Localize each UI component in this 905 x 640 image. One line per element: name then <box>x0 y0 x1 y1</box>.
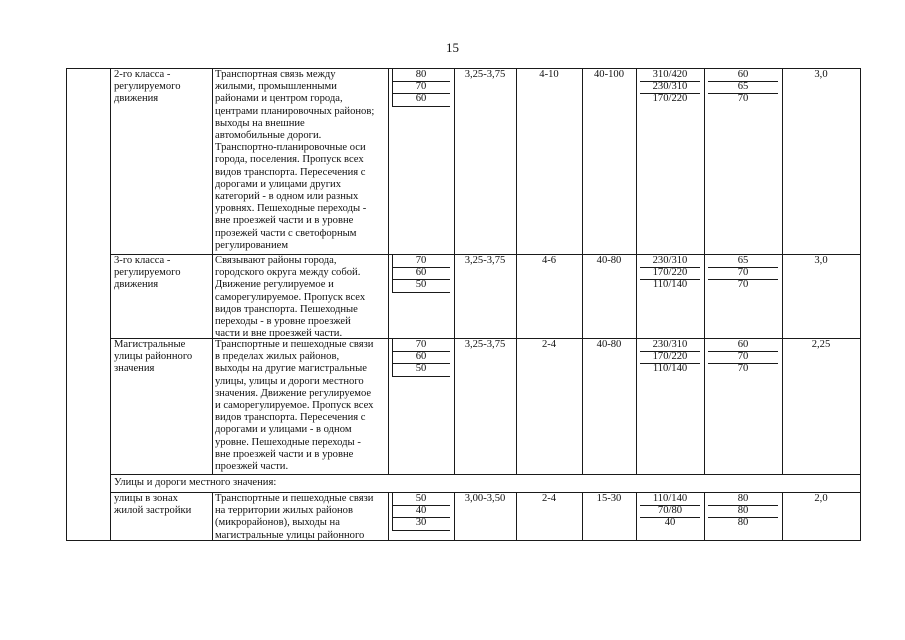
lane-count-value: 2-4 <box>541 339 557 350</box>
street-width-value: 40-80 <box>596 255 622 266</box>
row-description-line: магистральные улицы районного <box>215 529 365 541</box>
street-width-value: 40-100 <box>593 69 624 80</box>
curve-radius-value: 230/310 <box>652 81 688 93</box>
column-rule <box>636 492 637 540</box>
row-name-line: 2-го класса - <box>114 69 171 80</box>
row-description-line: вне проезжей части и в уровне <box>215 215 354 227</box>
slope-value: 70 <box>737 267 749 279</box>
row-name-line: улицы районного <box>114 351 193 363</box>
row-name-line: улицы в зонах <box>114 493 178 504</box>
column-rule <box>110 68 111 540</box>
slope-value: 70 <box>737 279 749 291</box>
row-description-line: центрами планировочных районов; <box>215 105 375 117</box>
row-description-line: видов транспорта. Пересечения с <box>215 412 366 424</box>
row-rule <box>110 474 860 475</box>
speed-cell-rule <box>392 530 450 531</box>
row-name-line: жилой застройки <box>114 505 192 517</box>
table-border-bottom <box>66 540 860 541</box>
row-description-line: вне проезжей части и в уровне <box>215 448 354 460</box>
row-description-line: видов транспорта. Пешеходные <box>215 303 358 315</box>
row-description-line: Транспортные и пешеходные связи <box>215 493 374 504</box>
row-name-line: регулируемого <box>114 267 181 279</box>
slope-value: 70 <box>737 363 749 375</box>
row-description-line: видов транспорта. Пересечения с <box>215 166 366 178</box>
row-description-line: части и вне проезжей части. <box>215 328 343 340</box>
speed-cell-rule <box>392 69 393 106</box>
row-description-line: Движение регулируемое и <box>215 279 334 291</box>
row-description-line: и саморегулируемое. Пропуск всех <box>215 400 374 411</box>
slope-value: 80 <box>737 517 749 529</box>
row-name-line: движения <box>114 279 159 291</box>
row-name-line: значения <box>114 363 155 375</box>
design-speed-value: 70 <box>415 339 427 350</box>
row-description-line: автомобильные дороги. <box>215 130 322 141</box>
lane-width-value: 3,25-3,75 <box>464 255 506 266</box>
slope-value: 60 <box>737 339 749 350</box>
row-description-line: Транспортная связь между <box>215 69 336 80</box>
slope-value: 70 <box>737 93 749 105</box>
design-speed-value: 40 <box>415 505 427 517</box>
table-border-left <box>66 68 67 540</box>
row-description-line: выходы на внешние <box>215 117 305 129</box>
row-name-line: движения <box>114 93 159 105</box>
row-description-line: Транспортные и пешеходные связи <box>215 339 374 350</box>
column-rule <box>636 68 637 474</box>
street-width-value: 40-80 <box>596 339 622 350</box>
curve-radius-value: 110/140 <box>652 279 688 291</box>
curve-radius-value: 40 <box>664 517 676 529</box>
speed-cell-rule <box>392 376 450 377</box>
row-description-line: жилыми, промышленными <box>215 81 337 93</box>
row-description-line: районами и центром города, <box>215 93 343 105</box>
row-name-line: регулируемого <box>114 81 181 93</box>
slope-value: 65 <box>737 255 749 266</box>
curve-radius-value: 230/310 <box>652 339 688 350</box>
row-description-line: значения. Движение регулируемое <box>215 387 372 399</box>
road-parameters-table <box>66 68 860 540</box>
sidewalk-width-value: 2,0 <box>814 493 828 504</box>
speed-cell-rule <box>392 493 393 530</box>
sidewalk-width-value: 3,0 <box>814 69 828 80</box>
column-rule <box>516 68 517 474</box>
page-number: 15 <box>446 40 459 55</box>
row-description-line: переходы - в уровне проезжей <box>215 316 351 327</box>
column-rule <box>704 68 705 474</box>
row-description-line: дорогами и улицами других <box>215 178 342 190</box>
slope-value: 60 <box>737 69 749 80</box>
lane-count-value: 4-6 <box>541 255 557 266</box>
column-rule <box>388 68 389 474</box>
lane-count-value: 2-4 <box>541 493 557 504</box>
curve-radius-value: 110/140 <box>652 363 688 375</box>
speed-cell-rule <box>392 255 393 292</box>
row-description-line: города, поселения. Пропуск всех <box>215 154 364 166</box>
speed-cell-rule <box>392 339 393 376</box>
slope-value: 80 <box>737 505 749 517</box>
row-name-line: Магистральные <box>114 339 186 350</box>
lane-width-value: 3,25-3,75 <box>464 69 506 80</box>
row-description-line: прозежей части с светофорным <box>215 227 357 239</box>
section-heading: Улицы и дороги местного значения: <box>114 477 277 488</box>
row-description-line: (микрорайонов), выходы на <box>215 517 340 529</box>
row-description-line: проезжей части. <box>215 461 289 472</box>
row-description-line: Связывают районы города, <box>215 255 337 266</box>
row-description-line: саморегулируемое. Пропуск всех <box>215 291 366 303</box>
slope-value: 65 <box>737 81 749 93</box>
design-speed-value: 30 <box>415 517 427 529</box>
column-rule <box>212 68 213 474</box>
design-speed-value: 50 <box>415 493 427 504</box>
row-description-line: улицы, улицы и дороги местного <box>215 375 364 387</box>
row-description-line: городского округа между собой. <box>215 267 361 279</box>
design-speed-value: 70 <box>415 255 427 266</box>
curve-radius-value: 70/80 <box>657 505 683 517</box>
design-speed-value: 60 <box>415 93 427 105</box>
curve-radius-value: 170/220 <box>652 351 688 363</box>
row-description-line: выходы на другие магистральные <box>215 363 367 375</box>
column-rule <box>704 492 705 540</box>
speed-cell-rule <box>392 292 450 293</box>
row-description-line: в пределах жилых районов, <box>215 351 340 363</box>
design-speed-value: 80 <box>415 69 427 80</box>
slope-value: 80 <box>737 493 749 504</box>
speed-cell-rule <box>392 106 450 107</box>
column-rule <box>782 68 783 474</box>
lane-width-value: 3,00-3,50 <box>464 493 506 504</box>
column-rule <box>388 492 389 540</box>
row-description-line: категорий - в одном или разных <box>215 191 359 202</box>
row-description-line: уровнях. Пешеходные переходы - <box>215 203 367 215</box>
street-width-value: 15-30 <box>596 493 622 504</box>
column-rule <box>582 68 583 474</box>
curve-radius-value: 170/220 <box>652 267 688 279</box>
curve-radius-value: 170/220 <box>652 93 688 105</box>
design-speed-value: 60 <box>415 351 427 363</box>
design-speed-value: 70 <box>415 81 427 93</box>
lane-count-value: 4-10 <box>539 69 559 80</box>
table-border-right <box>860 68 861 541</box>
row-description-line: уровне. Пешеходные переходы - <box>215 436 361 448</box>
column-rule <box>212 492 213 540</box>
row-description-line: Транспортно-планировочные оси <box>215 142 366 154</box>
row-description-line: дорогами и улицами - в одном <box>215 424 352 436</box>
row-name-line: 3-го класса - <box>114 255 171 266</box>
row-description-line: регулированием <box>215 239 289 251</box>
design-speed-value: 50 <box>415 279 427 291</box>
lane-width-value: 3,25-3,75 <box>464 339 506 350</box>
slope-value: 70 <box>737 351 749 363</box>
design-speed-value: 50 <box>415 363 427 375</box>
curve-radius-value: 230/310 <box>652 255 688 266</box>
curve-radius-value: 310/420 <box>652 69 688 80</box>
sidewalk-width-value: 3,0 <box>814 255 828 266</box>
design-speed-value: 60 <box>415 267 427 279</box>
row-description-line: на территории жилых районов <box>215 505 353 517</box>
column-rule <box>454 68 455 474</box>
sidewalk-width-value: 2,25 <box>811 339 831 350</box>
curve-radius-value: 110/140 <box>652 493 688 504</box>
